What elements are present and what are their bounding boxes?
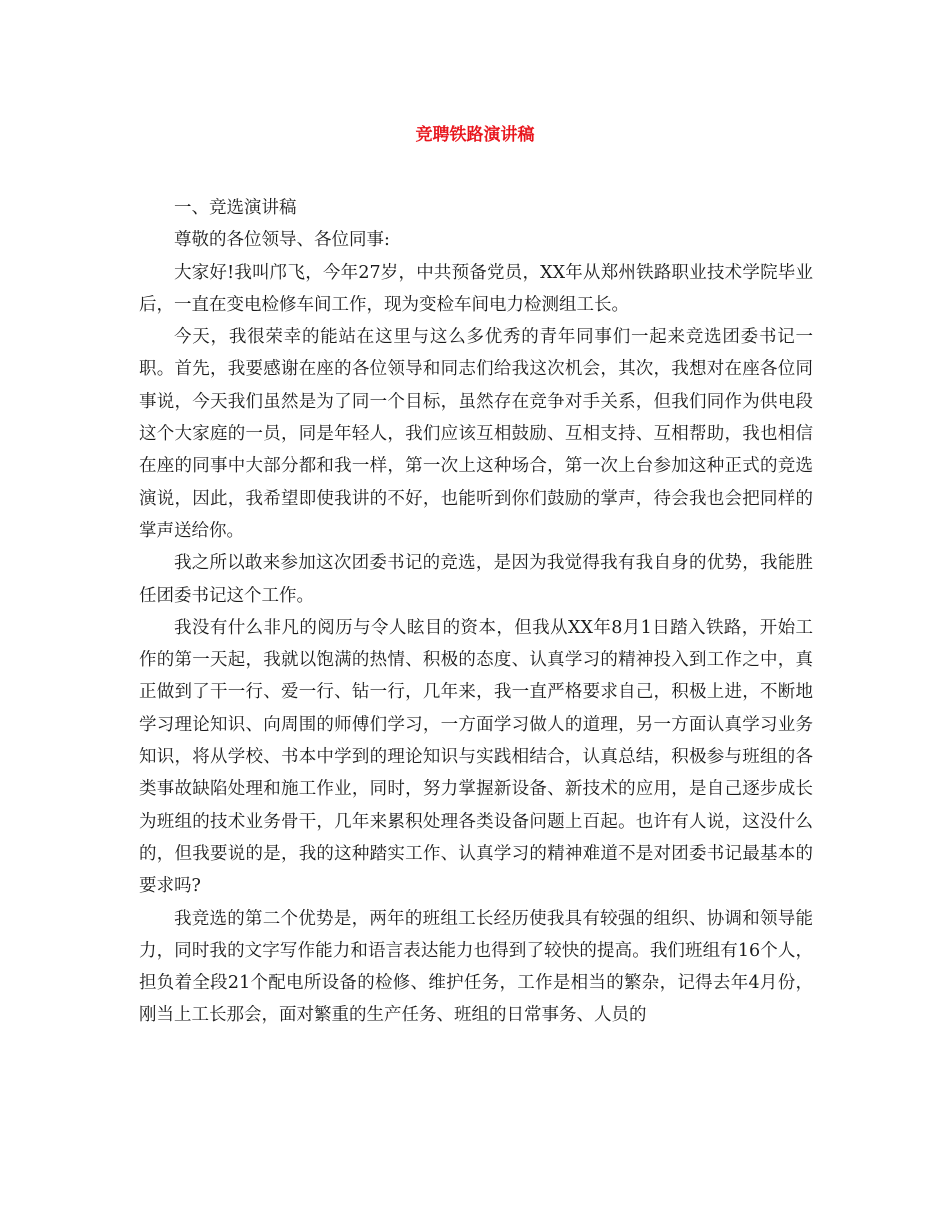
document-body (139, 192, 813, 1032)
section-heading: 一、竞选演讲稿 (174, 198, 297, 218)
document-title: 竞聘铁路演讲稿 (415, 125, 535, 145)
paragraph: 我没有什么非凡的阅历与令人眩目的资本，但我从XX年8月1日踏入铁路，开始工作的第一天起，我就以饱满的热情、积极的态度、认真学习的精神投入到工作之中，真正做到了干一行、爱一行、钻一行，几年来，我一直严格要求自己，积极上进，不断地学习理论知识、向周围的师傅们学习，一方面学习做人的道理，另一方面认真学习业务知识，将从学校、书本中学到的理论知识与实践相结合，认真总结，积极参与班组的各类事故缺陷处理和施工作业，同时，努力掌握新设备、新技术的应用，是自己逐步成长为班组的技术业务骨干，几年来累积处理各类设备问题上百起。也许有人说，这没什么的，但我要说的是，我的这种踏实工作、认真学习的精神难道不是对团委书记最基本的要求吗? (139, 617, 813, 897)
paragraph: 大家好!我叫邝飞，今年27岁，中共预备党员，XX年从郑州铁路职业技术学院毕业后，一直在变电检修车间工作，现为变检车间电力检测组工长。 (139, 262, 813, 315)
paragraph: 我之所以敢来参加这次团委书记的竞选，是因为我觉得我有我自身的优势，我能胜任团委书记这个工作。 (139, 553, 813, 606)
paragraph: 我竞选的第二个优势是，两年的班组工长经历使我具有较强的组织、协调和领导能力，同时我的文字写作能力和语言表达能力也得到了较快的提高。我们班组有16个人，担负着全段21个配电所设备的检修、维护任务，工作是相当的繁杂，记得去年4月份，刚当上工长那会，面对繁重的生产任务、班组的日常事务、人员的 (139, 908, 813, 1026)
paragraph: 今天，我很荣幸的能站在这里与这么多优秀的青年同事们一起来竞选团委书记一职。首先，我要感谢在座的各位领导和同志们给我这次机会，其次，我想对在座各位同事说，今天我们虽然是为了同一个目标，虽然存在竞争对手关系，但我们同作为供电段这个大家庭的一员，同是年轻人，我们应该互相鼓励、互相支持、互相帮助，我也相信在座的同事中大部分都和我一样，第一次上这种场合，第一次上台参加这种正式的竞选演说，因此，我希望即使我讲的不好，也能听到你们鼓励的掌声，待会我也会把同样的掌声送给你。 (139, 327, 813, 541)
salutation: 尊敬的各位领导、各位同事: (174, 230, 390, 251)
